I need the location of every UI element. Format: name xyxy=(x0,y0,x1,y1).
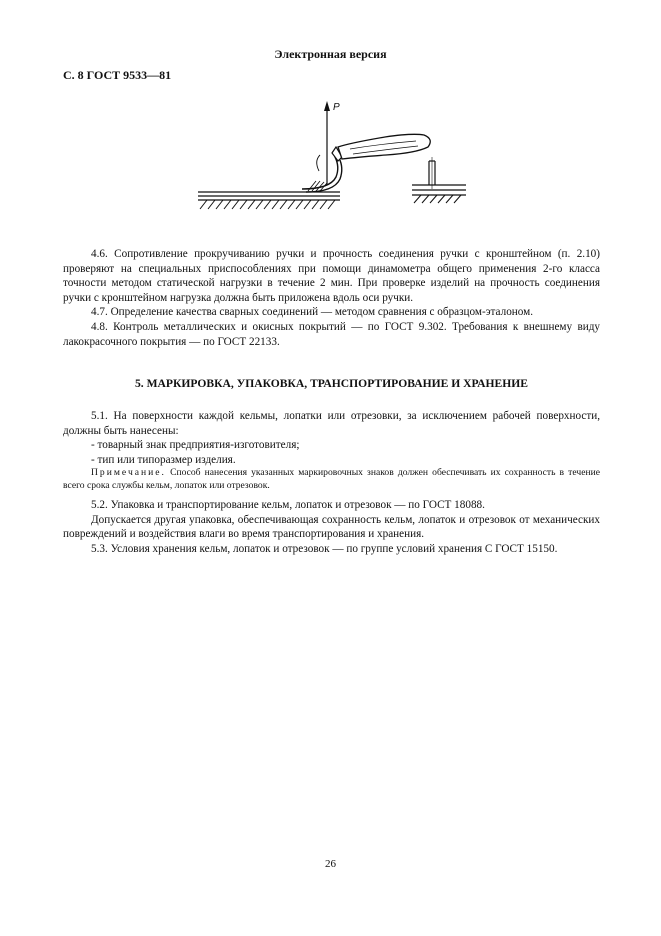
paragraph-5-2-b: Допускается другая упаковка, обеспечивающая сохранность кельм, лопаток и отрезовок от механических повреждений и воздействия влаги во время транспортирования и хранения. xyxy=(63,513,600,541)
electronic-version-header: Электронная версия xyxy=(274,47,387,61)
paragraph-4-7: 4.7. Определение качества сварных соединений — методом сравнения с образцом-эталоном. xyxy=(91,306,534,319)
list-item-trademark: - товарный знак предприятия-изготовителя; xyxy=(91,439,300,452)
paragraph-5-2: 5.2. Упаковка и транспортирование кельм, лопаток и отрезовок — по ГОСТ 18088. xyxy=(91,499,485,512)
trowel-test-figure xyxy=(190,97,470,215)
section-5-heading: 5. МАРКИРОВКА, УПАКОВКА, ТРАНСПОРТИРОВАНИЕ И ХРАНЕНИЕ xyxy=(134,377,529,390)
note-label: Примечание. xyxy=(91,467,166,479)
page-number: 26 xyxy=(325,858,336,870)
paragraph-5-3: 5.3. Условия хранения кельм, лопаток и отрезовок — по группе условий хранения С ГОСТ 15150. xyxy=(91,542,558,555)
list-item-type: - тип или типоразмер изделия. xyxy=(91,453,236,466)
paragraph-4-8: 4.8. Контроль металлических и окисных покрытий — по ГОСТ 9.302. Требования к внешнему виду лакокрасочного покрытия — по ГОСТ 22133. xyxy=(63,320,600,348)
note-text: Способ нанесения указанных маркировочных знаков должен обеспечивать их сохранность в течение всего срока службы кельм, лопаток или отрезовок. xyxy=(63,467,600,491)
paragraph-5-1: 5.1. На поверхности каждой кельмы, лопатки или отрезовки, за исключением рабочей поверхности, должны быть нанесены: xyxy=(63,410,600,437)
section-4-text xyxy=(63,247,600,349)
section-5-text xyxy=(63,409,600,557)
document-reference: С. 8 ГОСТ 9533—81 xyxy=(63,68,172,82)
paragraph-4-6: 4.6. Сопротивление прокручиванию ручки и прочность соединения ручки с кронштейном (п. 2.10) проверяют на специальных приспособлениях при помощи динамометра общего применения 2-го класса точности методом статической нагрузки в течение 2 мин. При проверке изделий на прочность соединения ручки с кронштейном нагрузка должна быть приложена вдоль оси ручки. xyxy=(63,248,600,304)
note xyxy=(63,467,600,492)
force-label: P xyxy=(333,102,340,113)
